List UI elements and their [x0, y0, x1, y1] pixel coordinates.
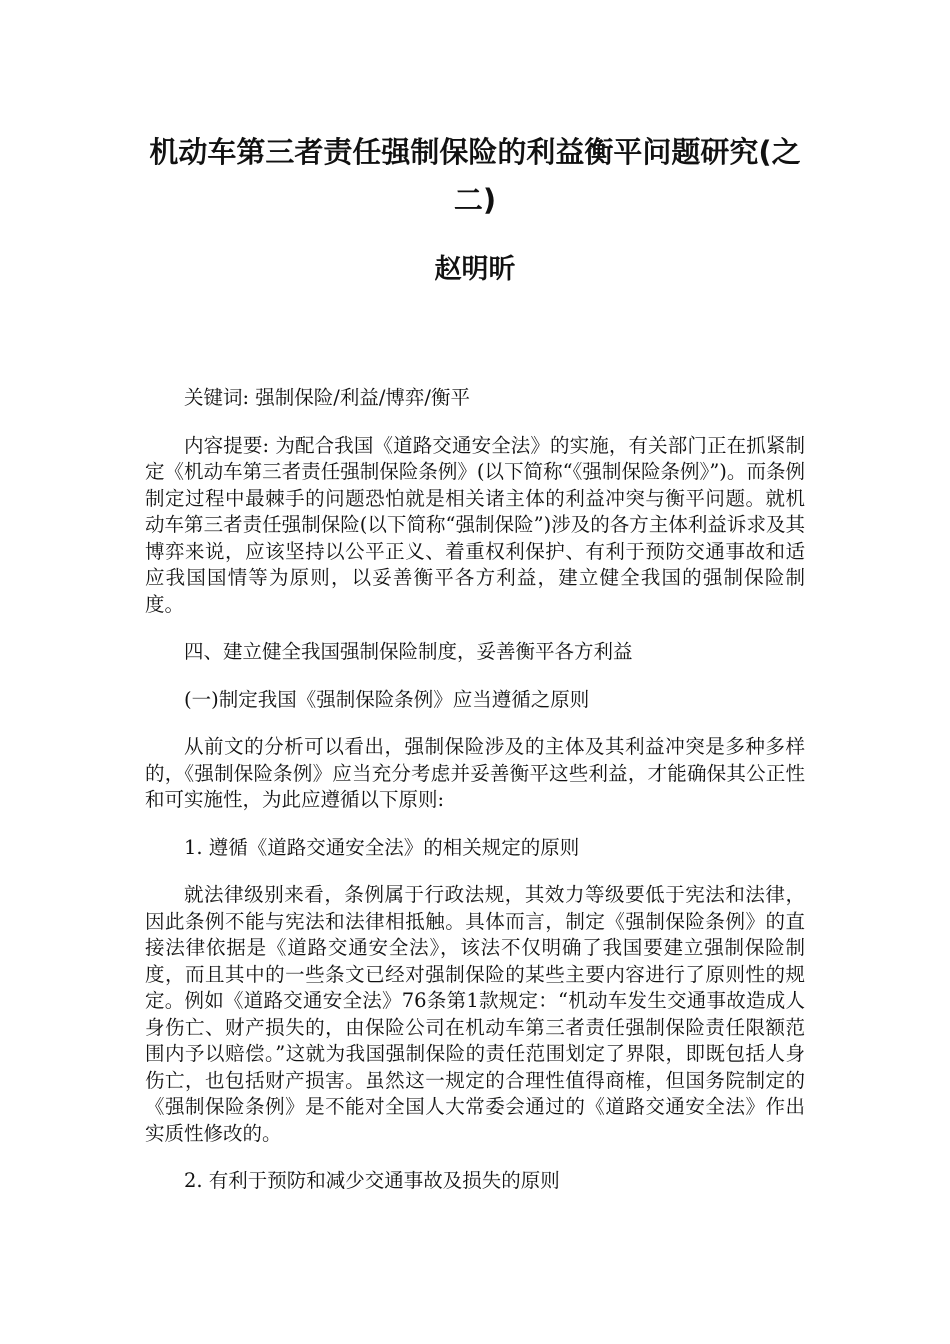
subsection-heading: (一)制定我国《强制保险条例》应当遵循之原则: [184, 687, 590, 711]
document-author: 赵明昕: [434, 254, 516, 285]
document-title: 机动车第三者责任强制保险的利益衡平问题研究(之二): [149, 135, 801, 217]
section-heading: 四、建立健全我国强制保险制度，妥善衡平各方利益: [184, 640, 633, 663]
keywords-paragraph: 关键词: 强制保险/利益/博弈/衡平: [184, 386, 470, 409]
principle-heading-1: 1. 遵循《道路交通安全法》的相关规定的原则: [184, 835, 580, 859]
principle-heading-2: 2. 有利于预防和减少交通事故及损失的原则: [184, 1169, 560, 1192]
body-paragraph: 从前文的分析可以看出，强制保险涉及的主体及其利益冲突是多种多样的，《强制保险条例》应当充分考虑并妥善衡平这些利益，才能确保其公正性和可实施性，为此应遵循以下原则:: [145, 735, 805, 811]
document-body: [145, 385, 805, 1216]
body-paragraph: 就法律级别来看，条例属于行政法规，其效力等级要低于宪法和法律，因此条例不能与宪法和法律相抵触。具体而言，制定《强制保险条例》的直接法律依据是《道路交通安全法》，该法不仅明确了我国要建立强制保险制度，而且其中的一些条文已经对强制保险的某些主要内容进行了原则性的规定。例如《道路交通安全法》76条第1款规定：“机动车发生交通事故造成人身伤亡、财产损失的，由保险公司在机动车第三者责任强制保险责任限额范围内予以赔偿。”这就为我国强制保险的责任范围划定了界限，即既包括人身伤亡，也包括财产损害。虽然这一规定的合理性值得商榷，但国务院制定的《强制保险条例》是不能对全国人大常委会通过的《道路交通安全法》作出实质性修改的。: [145, 883, 805, 1145]
abstract-paragraph: 内容提要: 为配合我国《道路交通安全法》的实施，有关部门正在抓紧制定《机动车第三者责任强制保险条例》(以下简称“《强制保险条例》”)。而条例制定过程中最棘手的问题恐怕就是相关诸主体的利益冲突与衡平问题。就机动车第三者责任强制保险(以下简称“强制保险”)涉及的各方主体利益诉求及其博弈来说，应该坚持以公平正义、着重权利保护、有利于预防交通事故和适应我国国情等为原则，以妥善衡平各方利益，建立健全我国的强制保险制度。: [145, 433, 805, 616]
